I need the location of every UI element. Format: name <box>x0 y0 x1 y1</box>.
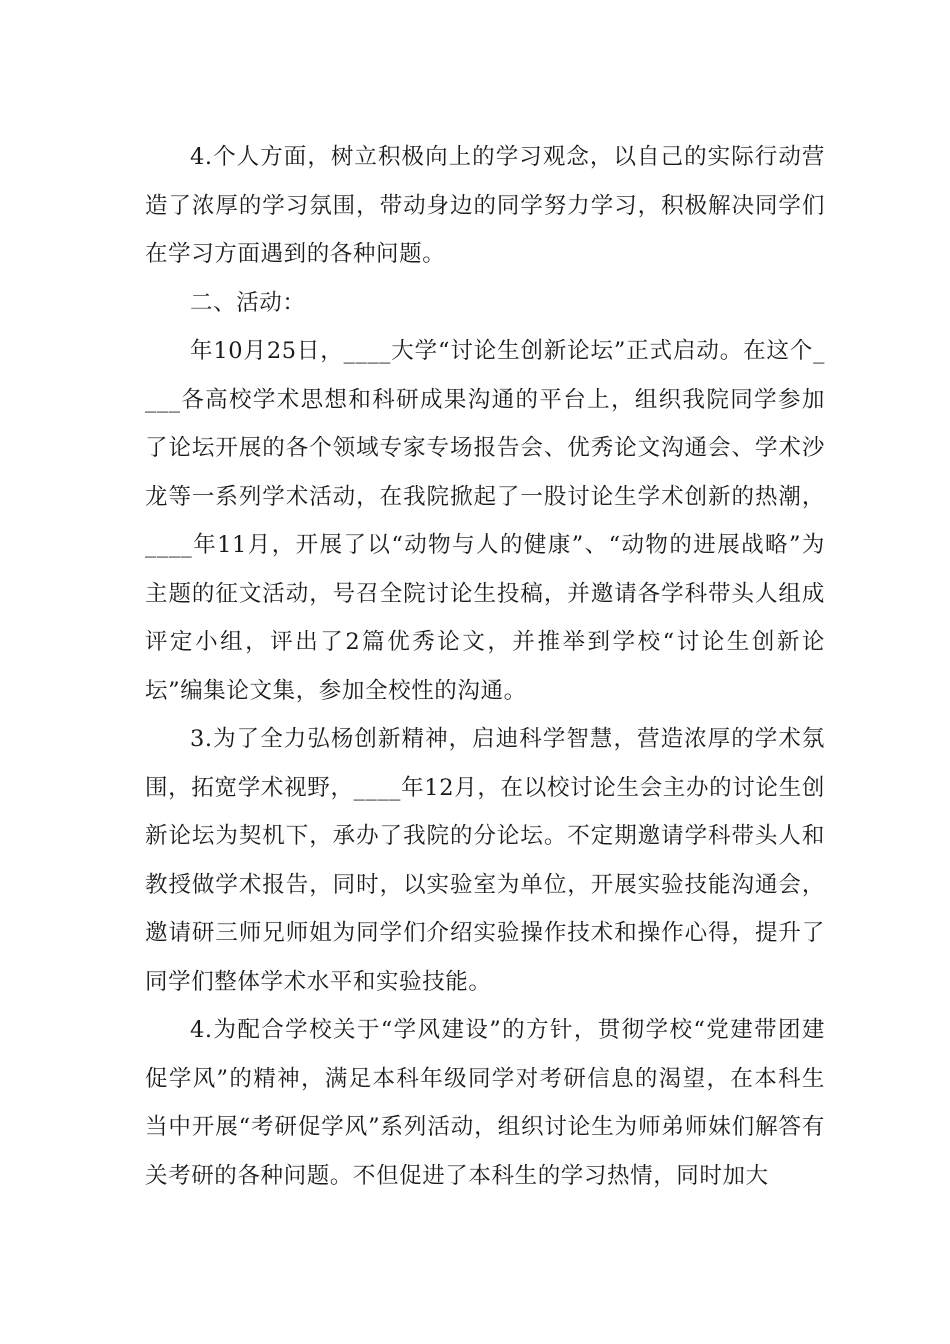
document-body <box>145 133 825 1200</box>
paragraph-innovation-forum: 3.为了全力弘杨创新精神，启迪科学智慧，营造浓厚的学术氛围，拓宽学术视野，____年12月，在以校讨论生会主办的讨论生创新论坛为契机下，承办了我院的分论坛。不定期邀请学科带头人和教授做学术报告，同时，以实验室为单位，开展实验技能沟通会，邀请研三师兄师姐为同学们介绍实验操作技术和操作心得，提升了同学们整体学术水平和实验技能。 <box>145 726 825 995</box>
paragraph-forum-launch: 年10月25日，____大学“讨论生创新论坛”正式启动。在这个____各高校学术思想和科研成果沟通的平台上，组织我院同学参加了论坛开展的各个领域专家专场报告会、优秀论文沟通会、学术沙龙等一系列学术活动，在我院掀起了一股讨论生学术创新的热潮，____年11月，开展了以“动物与人的健康”、“动物的进展战略”为主题的征文活动，号召全院讨论生投稿，并邀请各学科带头人组成评定小组，评出了2篇优秀论文，并推举到学校“讨论生创新论坛”编集论文集，参加全校性的沟通。 <box>145 338 825 704</box>
paragraph-study-style: 4.为配合学校关于“学风建设”的方针，贯彻学校“党建带团建促学风”的精神，满足本科年级同学对考研信息的渴望，在本科生当中开展“考研促学风”系列活动，组织讨论生为师弟师妹们解答有关考研的各种问题。不但促进了本科生的学习热情，同时加大 <box>145 1017 825 1189</box>
section-heading-activities: 二、活动： <box>190 289 306 316</box>
paragraph-personal-aspect: 4.个人方面，树立积极向上的学习观念，以自己的实际行动营造了浓厚的学习氛围，带动身边的同学努力学习，积极解决同学们在学习方面遇到的各种问题。 <box>145 144 825 267</box>
